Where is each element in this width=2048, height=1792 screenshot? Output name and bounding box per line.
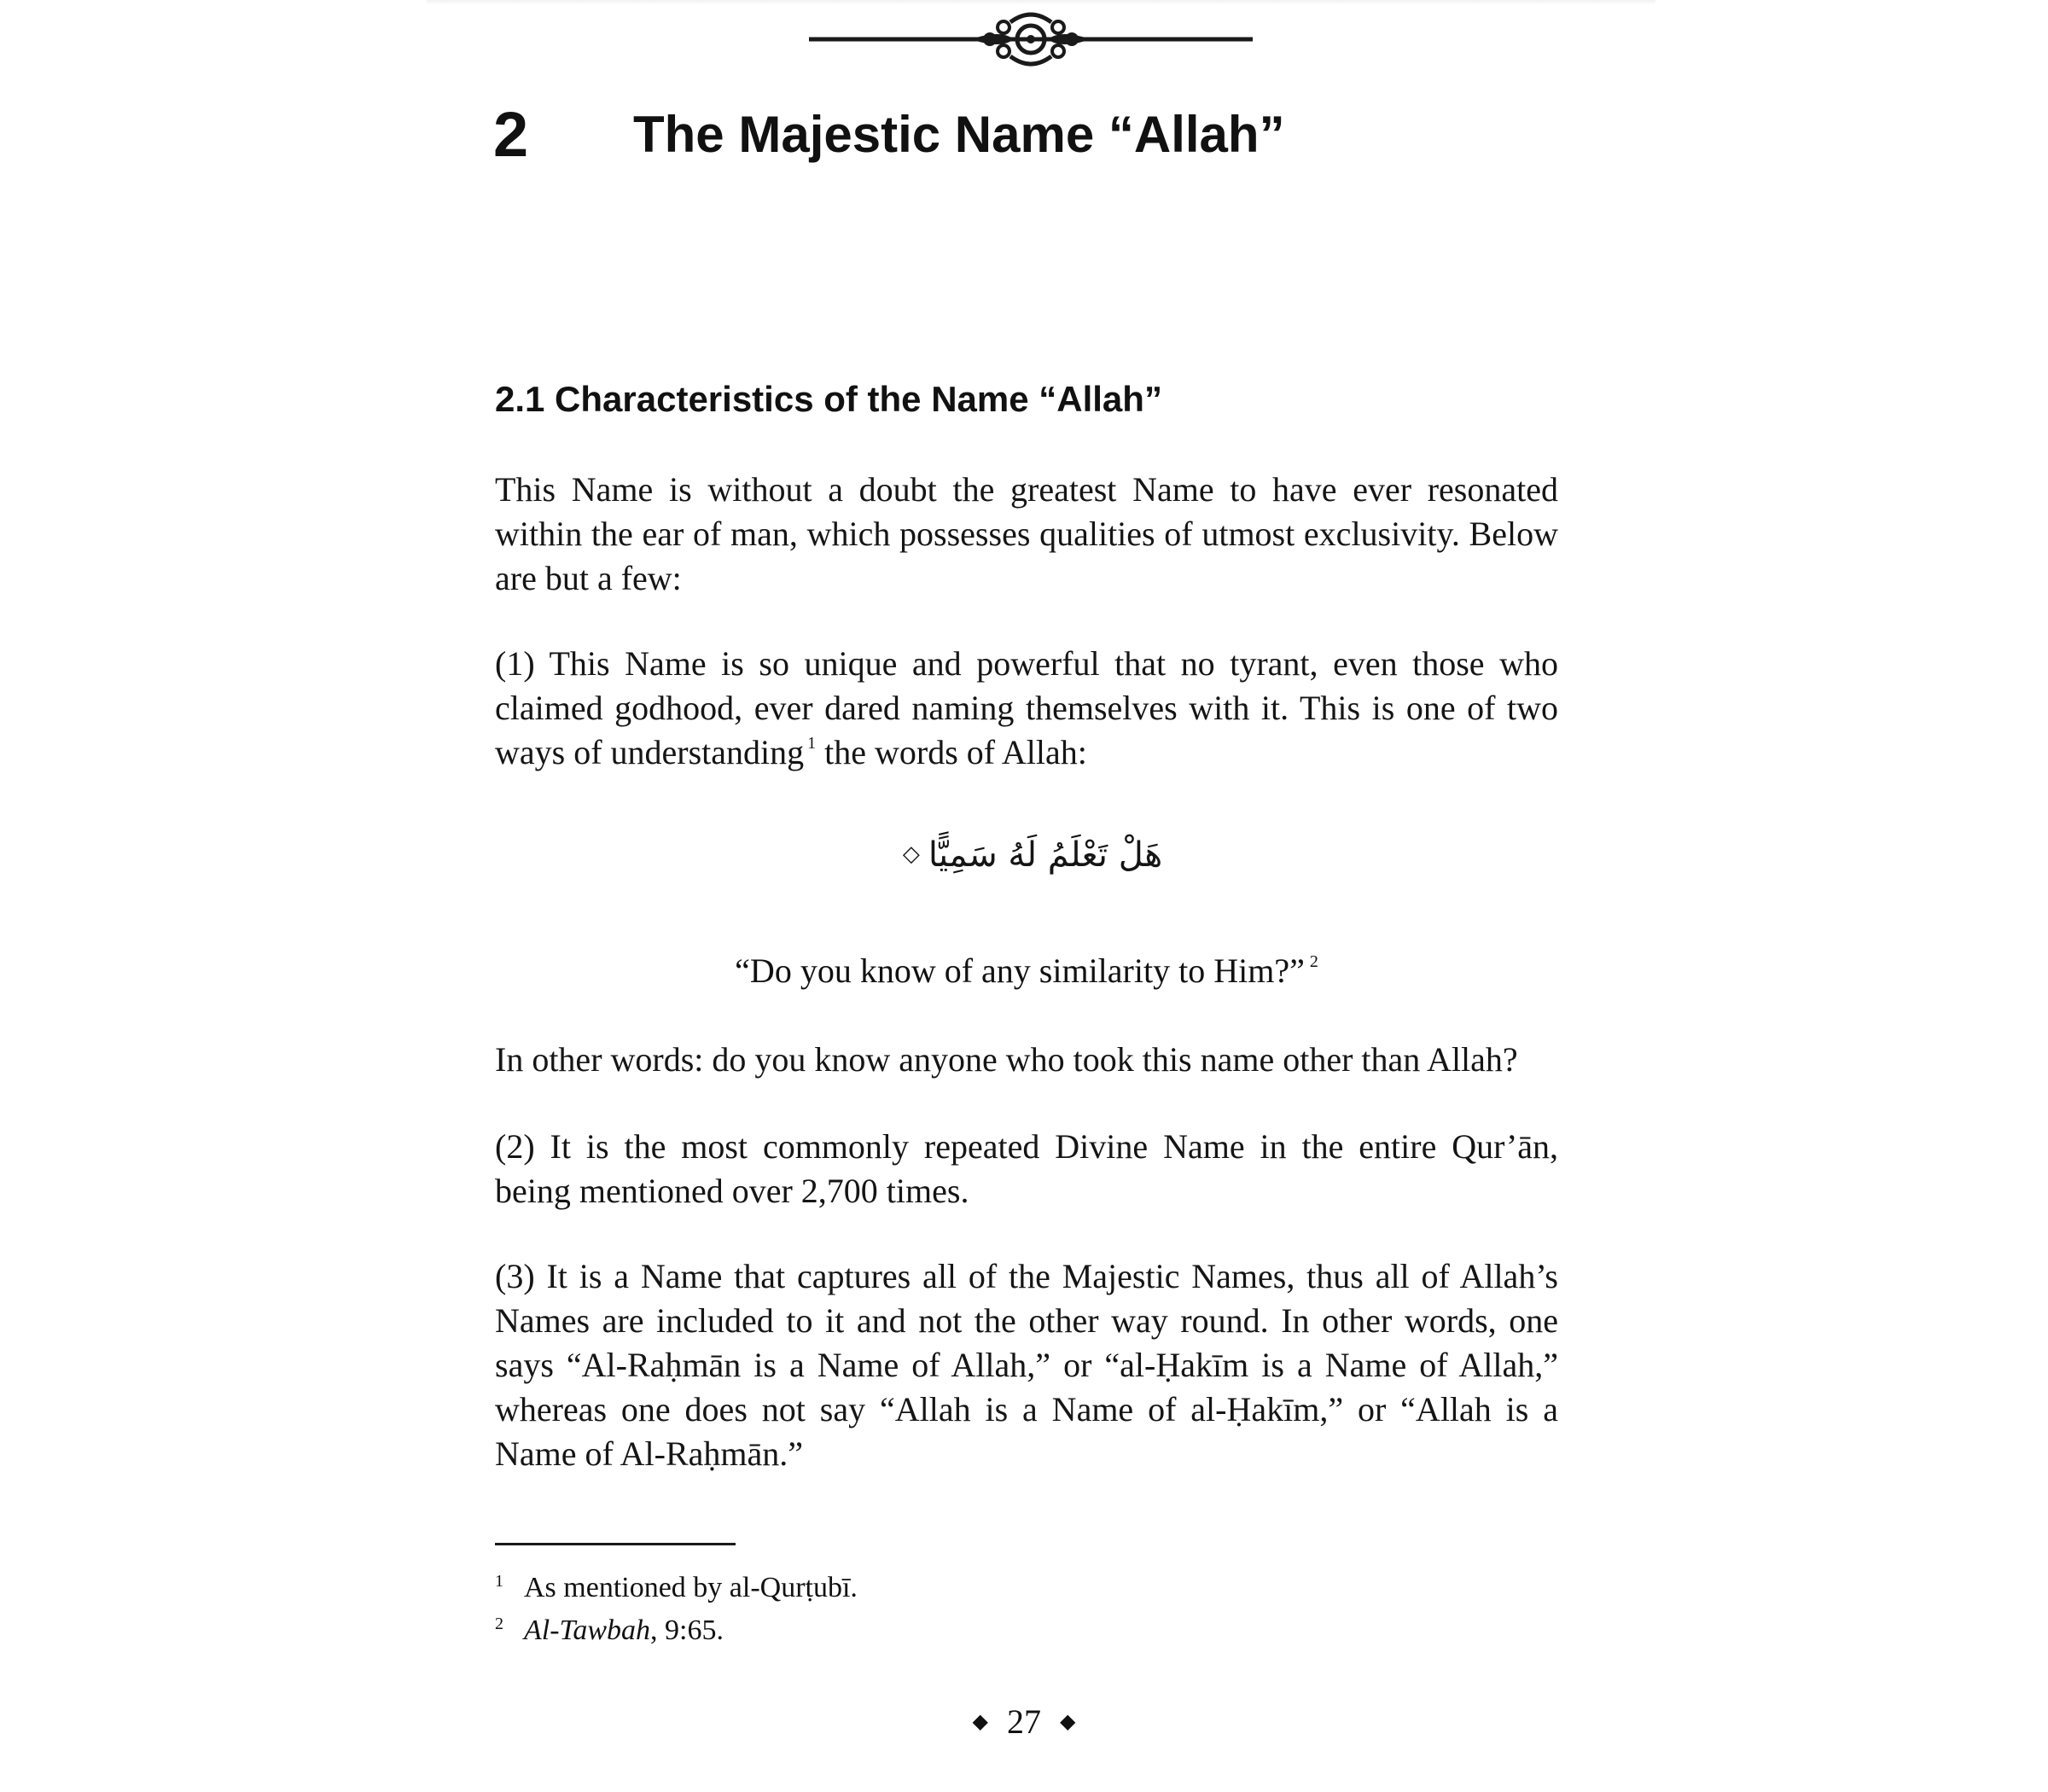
footnote-2-source: Al-Tawbah (524, 1615, 651, 1646)
page-footer (853, 1696, 1195, 1748)
verse-translation (495, 949, 1558, 993)
footnote-divider (495, 1543, 736, 1545)
footnote-2-text: , 9:65. (650, 1615, 724, 1646)
verse-translation-text: “Do you know of any similarity to Him?” (735, 951, 1305, 990)
other-words-paragraph: In other words: do you know anyone who took this name other than Allah? (495, 1040, 1518, 1079)
verse-arabic-text: هَلْ تَعْلَمُ لَهُ سَمِيًّا (928, 835, 1163, 875)
footnote-ref-2[interactable]: 2 (1309, 952, 1318, 971)
point-1-text-end: the words of Allah: (816, 733, 1087, 771)
diamond-right-icon: ◆ (1060, 1711, 1076, 1733)
point-1-text: (1) This Name is so unique and powerful that no tyrant, even those who claimed godhood, ever dared naming themselves with it. This is one of two ways of understanding (495, 644, 1558, 771)
page-number: 27 (1007, 1702, 1041, 1741)
section-heading: 2.1 Characteristics of the Name “Allah” (495, 379, 1162, 419)
point-3-paragraph: (3) It is a Name that captures all of the Majestic Names, thus all of Allah’s Names are included to it and not the other way round. In other words, one says “Al-Raḥmān is a Name of Allah,” or “al-Ḥakīm is a Name of Allah,” whereas one does not say “Allah is a Name of al-Ḥakīm,” or “Allah is a Name of Al-Raḥmān.” (495, 1257, 1558, 1473)
footnote-2: 2 Al-Tawbah, 9:65. (495, 1615, 724, 1646)
verse-end-marker: ◇ (902, 841, 920, 867)
footnote-1: 1 As mentioned by al-Qurṭubī. (495, 1572, 858, 1603)
chapter-title: The Majestic Name “Allah” (633, 106, 1285, 163)
point-2-paragraph: (2) It is the most commonly repeated Divine Name in the entire Qur’ān, being mentioned over 2,700 times. (495, 1127, 1558, 1210)
diamond-left-icon: ◆ (972, 1711, 988, 1733)
footnotes (495, 1567, 1558, 1652)
point-1-paragraph (495, 642, 1558, 775)
chapter-number: 2 (493, 99, 529, 170)
header-ornament (800, 5, 1261, 73)
intro-paragraph: This Name is without a doubt the greatest Name to have ever resonated within the ear of man, which possesses qualities of utmost exclusivity. Below are but a few: (495, 470, 1558, 597)
quran-verse (768, 824, 1297, 885)
footnote-ref-1[interactable]: 1 (807, 734, 817, 753)
footnote-1-text: As mentioned by al-Qurṭubī. (524, 1572, 858, 1603)
